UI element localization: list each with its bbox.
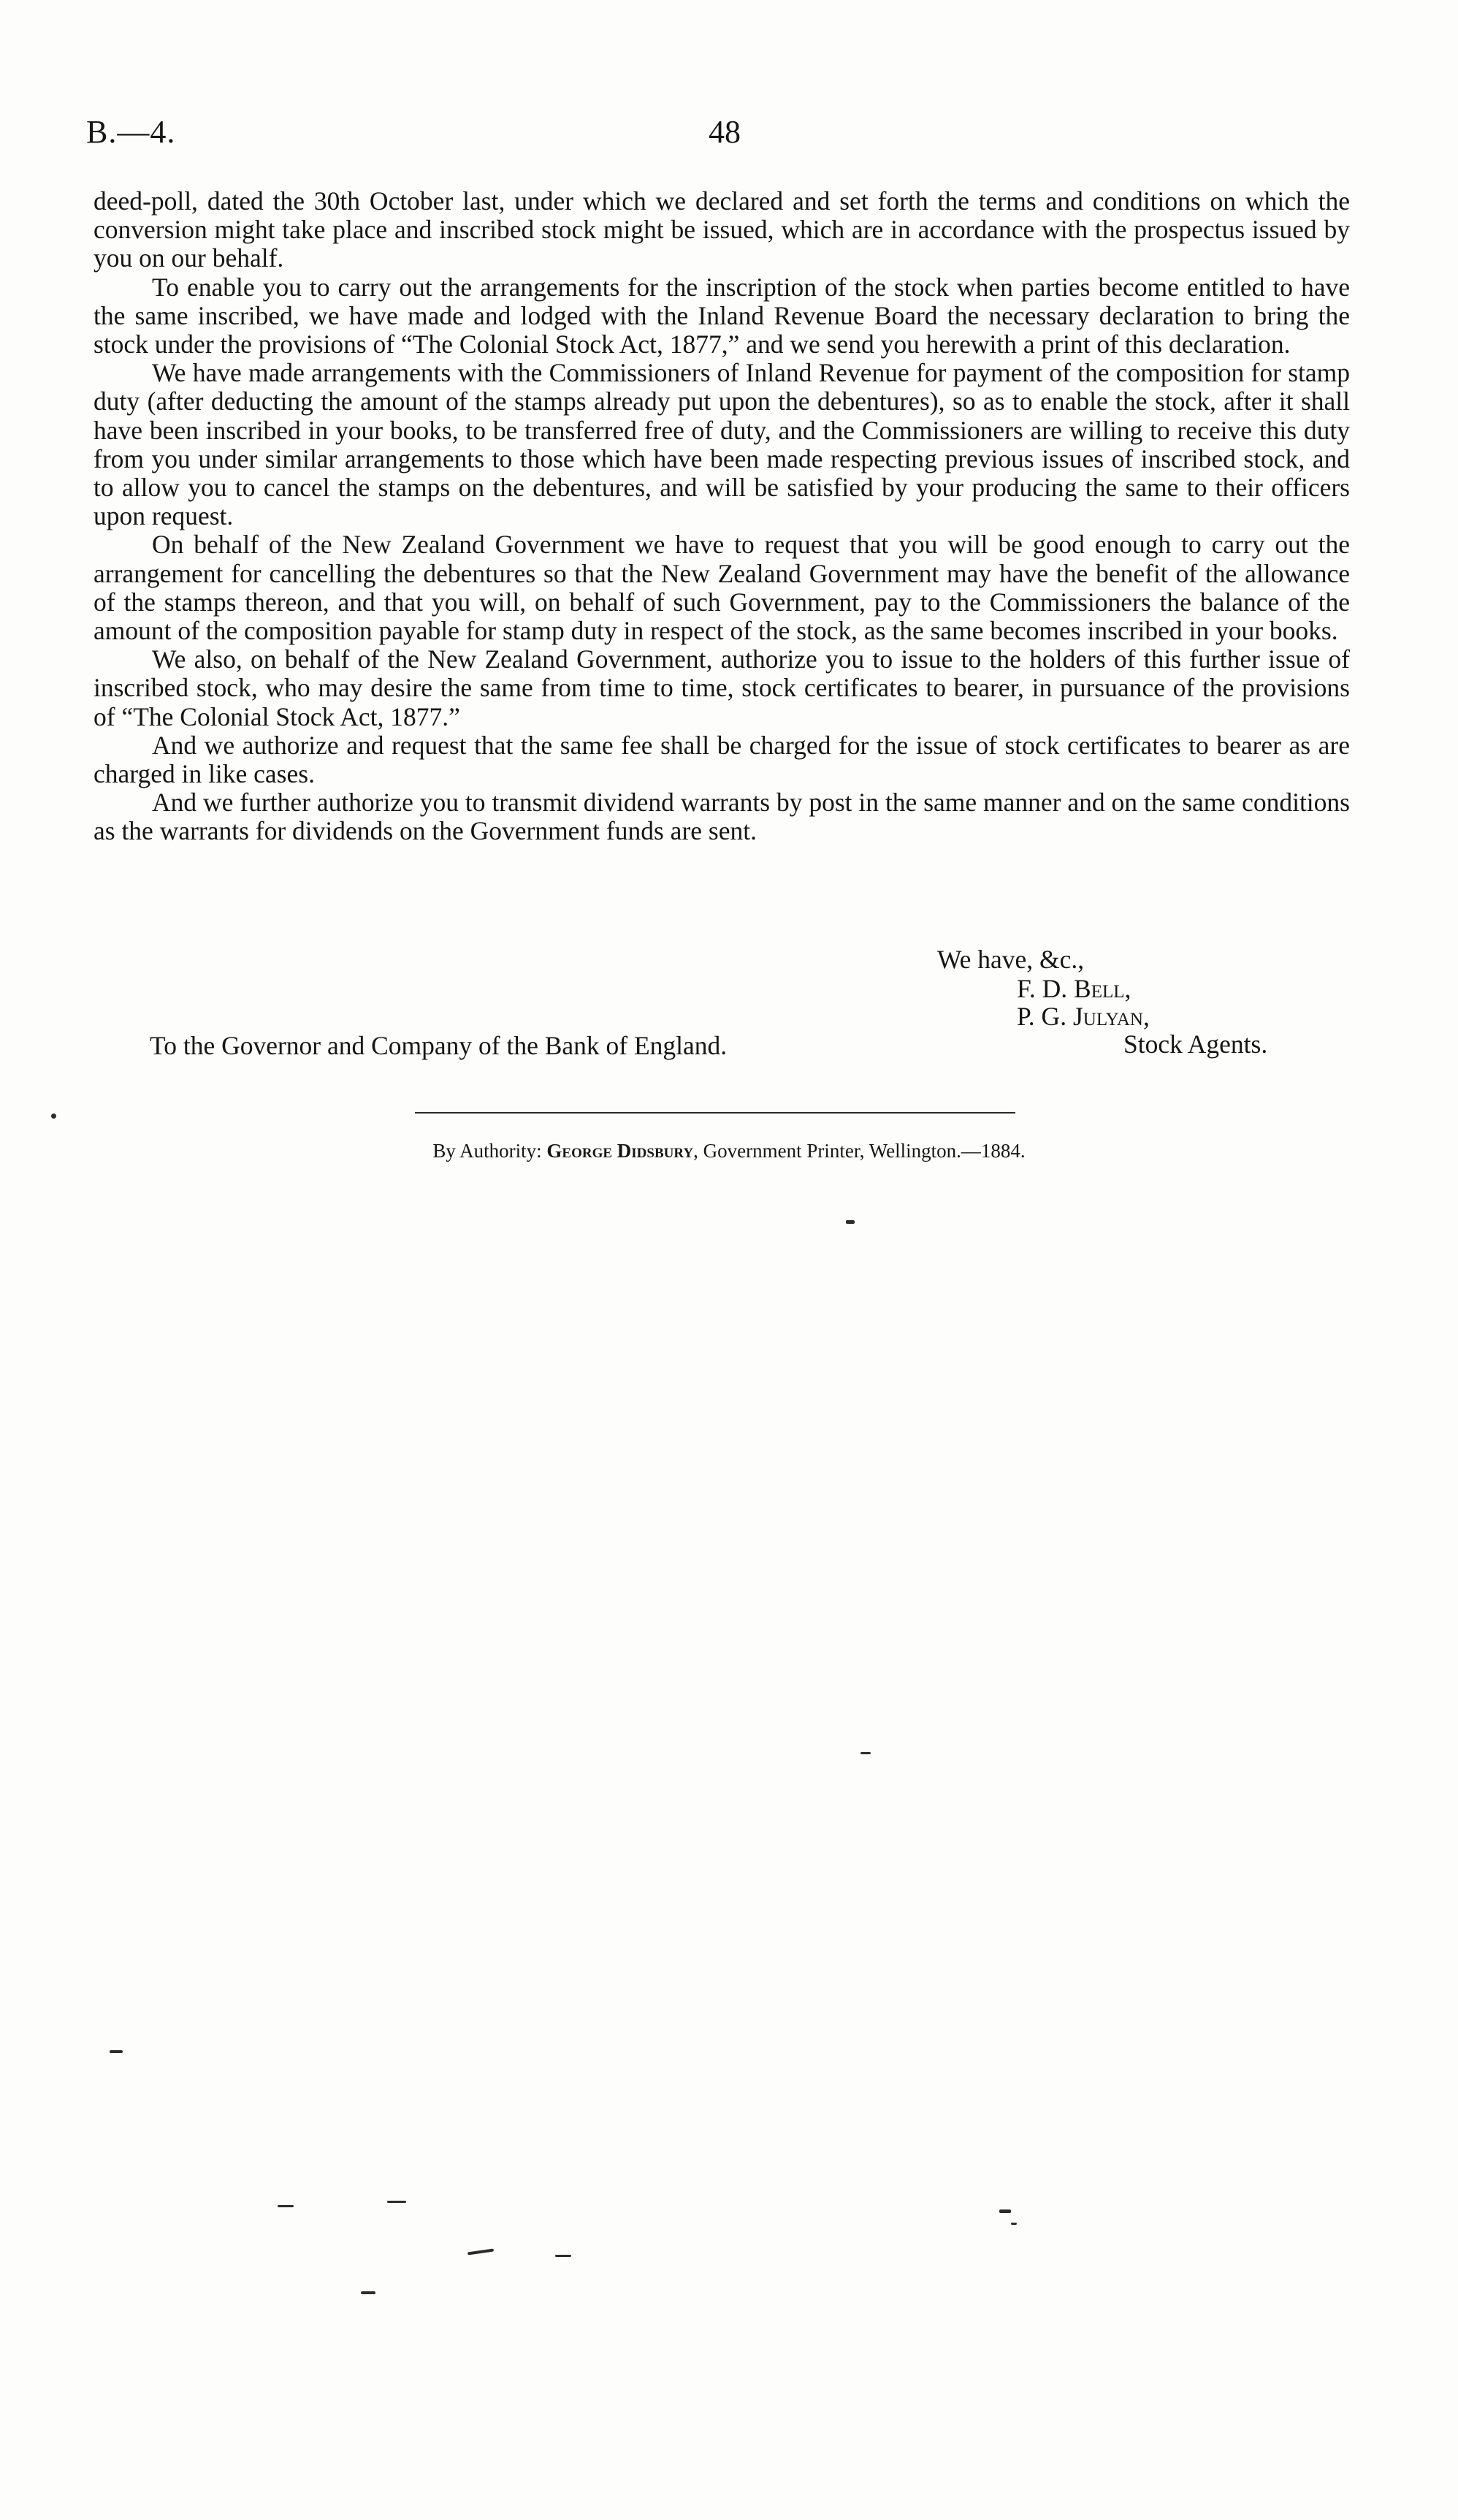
scan-speck <box>1011 2223 1017 2225</box>
scan-speck <box>387 2201 406 2203</box>
paragraph-3: We have made arrangements with the Commissioners of Inland Revenue for payment of the composition for stamp duty (after deducting the amount of the stamps already put upon the debentures), so as to enable the stock, after it shall have been inscribed in your books, to be transferred free of duty, and the Commissioners are willing to receive this duty from you under similar arrangements to those which have been made respecting previous issues of inscribed stock, and to allow you to cancel the stamps on the debentures, and will be satisfied by your producing the same to their officers upon request. <box>93 358 1350 531</box>
page-number: 48 <box>709 114 741 150</box>
scan-speck <box>278 2205 294 2207</box>
signer-role: Stock Agents. <box>1123 1029 1268 1059</box>
imprint-divider <box>415 1112 1015 1114</box>
scan-speck <box>999 2209 1011 2213</box>
paragraph-1: deed-poll, dated the 30th October last, under which we declared and set forth the terms and conditions on which the conversion might take place and inscribed stock might be issued, which are in accordance with the prospectus issued by you on our behalf. <box>93 186 1350 273</box>
scan-speck <box>110 2050 123 2053</box>
paragraph-7: And we further authorize you to transmit dividend warrants by post in the same manner and on the same conditions as the warrants for dividends on the Government funds are sent. <box>93 788 1350 846</box>
printer-imprint <box>0 1140 1458 1162</box>
signer-julyan: P. G. Julyan, <box>1017 1002 1150 1031</box>
scan-speck <box>467 2249 494 2256</box>
paragraph-2: To enable you to carry out the arrangements for the inscription of the stock when parties become entitled to have the same inscribed, we have made and lodged with the Inland Revenue Board the necessary declaration to bring the stock under the provisions of “The Colonial Stock Act, 1877,” and we send you herewith a print of this declaration. <box>93 272 1350 359</box>
scan-speck <box>361 2291 375 2294</box>
recipient-line: To the Governor and Company of the Bank of England. <box>150 1031 728 1060</box>
imprint-prefix: By Authority: <box>432 1140 542 1162</box>
paragraph-6: And we authorize and request that the same fee shall be charged for the issue of stock certificates to bearer as are charged in like cases. <box>93 730 1350 789</box>
letter-body <box>93 187 1350 846</box>
signer-bell: F. D. Bell, <box>1017 974 1131 1003</box>
paragraph-4: On behalf of the New Zealand Government we have to request that you will be good enough to carry out the arrangement for cancelling the debentures so that the New Zealand Government may have the benefit of the allowance of the stamps thereon, and that you will, on behalf of such Government, pay to the Commissioners the balance of the amount of the composition payable for stamp duty in respect of the stock, as the same becomes inscribed in your books. <box>93 530 1350 646</box>
page-header <box>86 113 1372 164</box>
imprint-printer: George Didsbury <box>546 1140 694 1162</box>
closing-line: We have, &c., <box>937 945 1085 974</box>
imprint-suffix: , Government Printer, Wellington.—1884. <box>693 1140 1026 1162</box>
paragraph-5: We also, on behalf of the New Zealand Government, authorize you to issue to the holders of this further issue of inscribed stock, who may desire the same from time to time, stock certificates to bearer, in pursuance of the provisions of “The Colonial Stock Act, 1877.” <box>93 644 1350 731</box>
document-reference: B.—4. <box>86 114 176 150</box>
scan-speck <box>51 1114 56 1119</box>
scan-speck <box>860 1752 871 1754</box>
scan-speck <box>846 1220 855 1224</box>
scan-speck <box>555 2255 571 2257</box>
